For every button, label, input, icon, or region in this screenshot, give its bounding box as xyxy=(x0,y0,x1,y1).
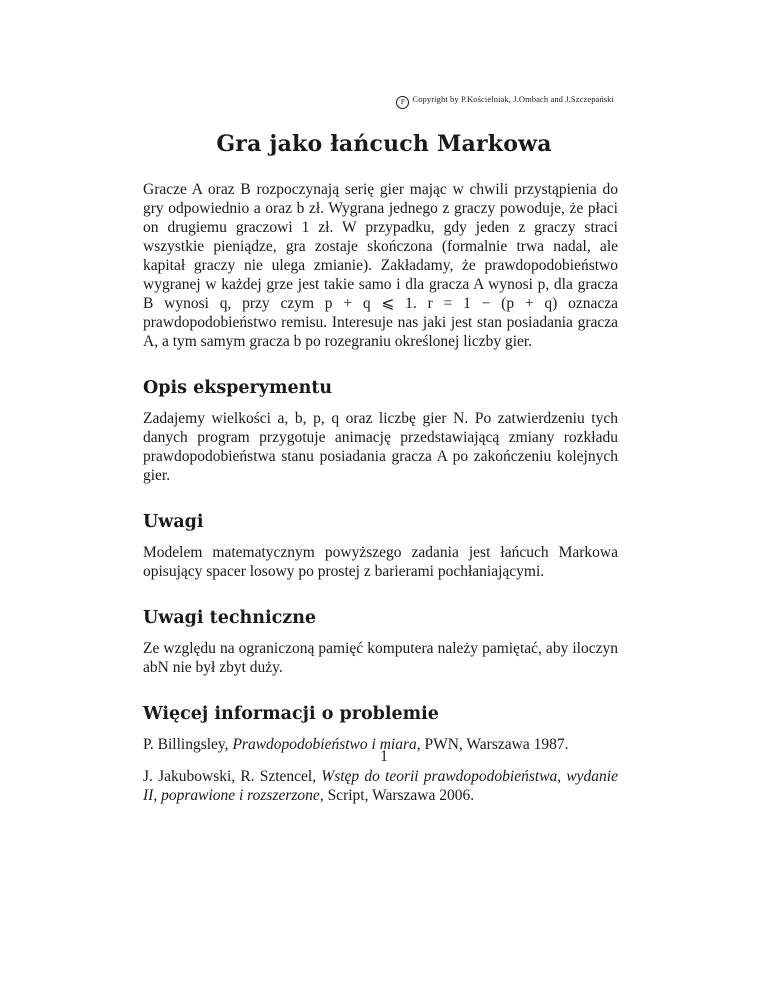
section-heading-experiment: Opis eksperymentu xyxy=(143,378,333,398)
intro-paragraph: Gracze A oraz B rozpoczynają serię gier mając w chwili przystąpienia do gry odpowiednio a oraz b zł. Wygrana jednego z graczy powoduje, że płaci on drugiemu graczowi 1 zł. W przypadku, gdy jeden z graczy straci wszystkie pieniądze, gra zostaje skończona (formalnie trwa nadal, ale kapitał graczy nie ulega zmianie). Zakładamy, że prawdopodobieństwo wygranej w każdej grze jest takie samo i dla gracza A wynosi p, dla gracza B wynosi q, przy czym p + q ⩽ 1. r = 1 − (p + q) oznacza prawdopodobieństwo remisu. Interesuje nas jaki jest stan posiadania gracza A, a tym samym gracza b po rozegraniu określonej liczby gier. xyxy=(143,181,618,350)
technical-paragraph: Ze względu na ograniczoną pamięć komputera należy pamiętać, aby iloczyn abN nie był zbyt duży. xyxy=(143,640,618,676)
reference-publisher: , Script, Warszawa 2006. xyxy=(319,787,475,804)
reference-authors: J. Jakubowski, R. Sztencel, xyxy=(143,768,317,785)
experiment-paragraph: Zadajemy wielkości a, b, p, q oraz liczbę gier N. Po zatwierdzeniu tych danych program przygotuje animację przedstawiającą zmiany rozkładu prawdopodobieństwa stanu posiadania gracza A po zakończeniu kolejnych gier. xyxy=(143,410,618,484)
reference-publisher: , PWN, Warszawa 1987. xyxy=(416,736,569,753)
section-heading-remarks: Uwagi xyxy=(143,512,204,532)
reference-authors: P. Billingsley, xyxy=(143,736,229,753)
reference-item xyxy=(143,767,618,805)
section-heading-technical: Uwagi techniczne xyxy=(143,608,317,628)
page-number: 1 xyxy=(380,748,388,765)
document-title: Gra jako łańcuch Markowa xyxy=(216,131,552,157)
remarks-paragraph: Modelem matematycznym powyższego zadania jest łańcuch Markowa opisujący spacer losowy po prostej z barierami pochłaniającymi. xyxy=(143,544,618,580)
reference-title: Wstęp do teorii prawdopodobieństwa, wydanie II, poprawione i rozszerzone xyxy=(143,768,618,804)
document-body xyxy=(143,180,618,805)
copyright-p-icon: P xyxy=(396,96,409,109)
copyright-line xyxy=(0,94,614,109)
section-heading-more-info: Więcej informacji o problemie xyxy=(143,704,439,724)
copyright-text: Copyright by P.Kościelniak, J.Ombach and J.Szczepański xyxy=(412,94,614,104)
reference-title: Prawdopodobieństwo i miara xyxy=(232,736,417,753)
